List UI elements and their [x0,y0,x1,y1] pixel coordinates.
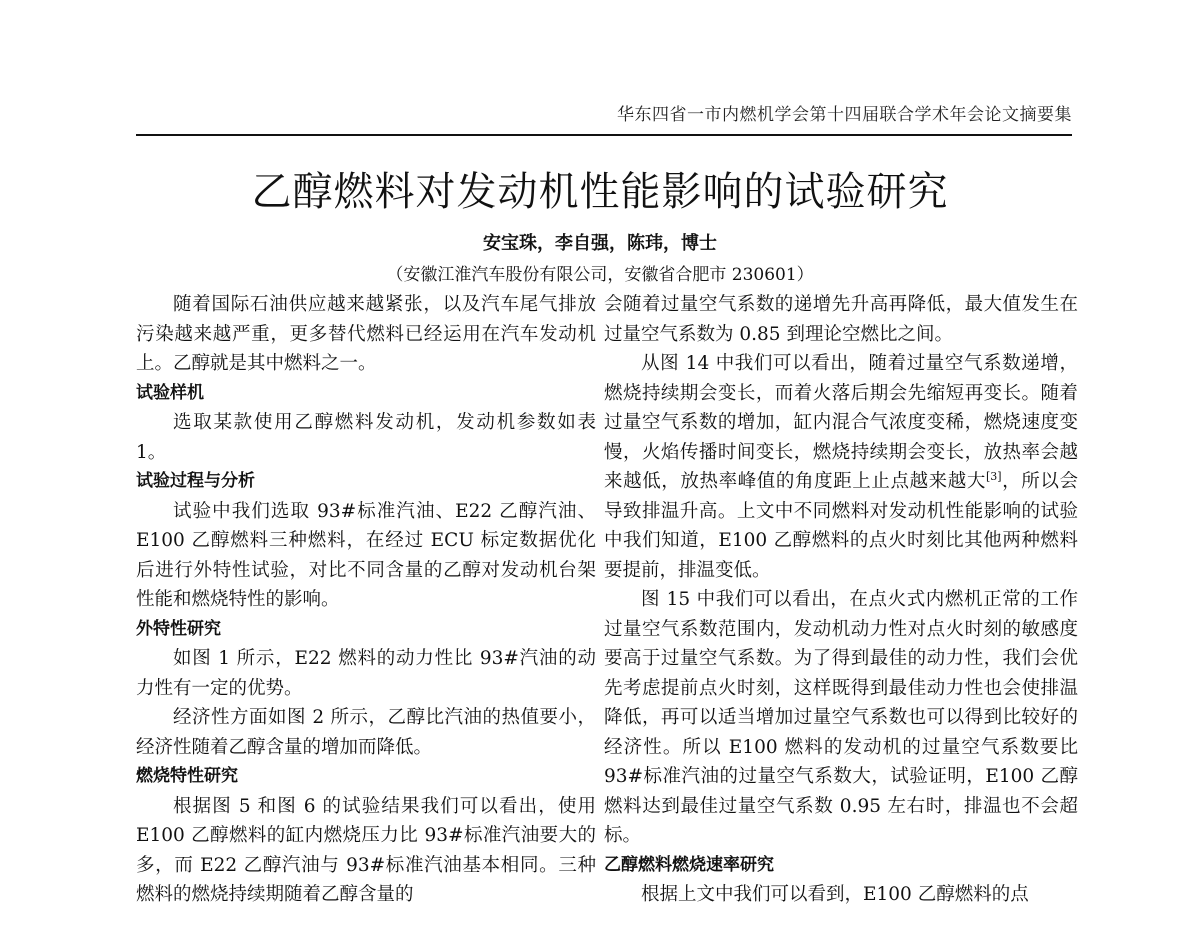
citation-ref: [3] [985,469,1002,483]
full-load-paragraph-2: 经济性方面如图 2 所示，乙醇比汽油的热值要小，经济性随着乙醇含量的增加而降低。 [136,707,596,758]
section-heading-test-process: 试验过程与分析 [136,471,255,491]
header-rule [136,134,1072,136]
right-column [604,290,1078,910]
combustion-paragraph: 根据图 5 和图 6 的试验结果我们可以看出，使用 E100 乙醇燃料的缸内燃烧压力比 93#标准汽油要大的多，而 E22 乙醇汽油与 93#标准汽油基本相同。三种燃料的燃烧持续期随着乙醇含量的 [136,795,596,905]
figure14-paragraph [604,349,1078,585]
author-list: 安宝珠，李自强，陈玮，博士 [483,233,717,254]
section-heading-test-engine: 试验样机 [136,382,204,403]
left-column [136,290,596,910]
section-heading-combustion: 燃烧特性研究 [136,766,238,786]
test-process-paragraph: 试验中我们选取 93#标准汽油、E22 乙醇汽油、E100 乙醇燃料三种燃料，在经过 ECU 标定数据优化后进行外特性试验，对比不同含量的乙醇对发动机台架性能和燃烧特性的影响。 [136,500,596,610]
paper-title: 乙醇燃料对发动机性能影响的试验研究 [251,169,949,215]
figure14-text-a: 从图 14 中我们可以看出，随着过量空气系数递增，燃烧持续期会变长，而着火落后期会先缩短再变长。随着过量空气系数的增加，缸内混合气浓度变稀，燃烧速度变慢，火焰传播时间变长，燃烧持续期会变长，放热率会越来越低，放热率峰值的角度距上止点越来越大 [604,353,1078,492]
full-load-paragraph-1: 如图 1 所示，E22 燃料的动力性比 93#汽油的动力性有一定的优势。 [136,648,596,699]
section-heading-full-load: 外特性研究 [136,618,221,639]
burn-rate-paragraph: 根据上文中我们可以看到，E100 乙醇燃料的点 [641,884,1029,905]
intro-paragraph: 随着国际石油供应越来越紧张，以及汽车尾气排放污染越来越严重，更多替代燃料已经运用在汽车发动机上。乙醇就是其中燃料之一。 [136,294,596,374]
figure15-paragraph: 图 15 中我们可以看出，在点火式内燃机正常的工作过量空气系数范围内，发动机动力性对点火时刻的敏感度要高于过量空气系数。为了得到最佳的动力性，我们会优先考虑提前点火时刻，这样既得到最佳动力性也会使排温降低，再可以适当增加过量空气系数也可以得到比较好的经济性。所以 E100 燃料的发动机的过量空气系数要比 93#标准汽油的过量空气系数大，试验证明，E100 乙醇燃料达到最佳过量空气系数 0.95 左右时，排温也不会超标。 [604,589,1078,846]
author-affiliation: （安徽江淮汽车股份有限公司，安徽省合肥市 230601） [386,265,814,285]
continued-paragraph: 会随着过量空气系数的递增先升高再降低，最大值发生在过量空气系数为 0.85 到理论空燃比之间。 [604,294,1078,345]
test-engine-paragraph: 选取某款使用乙醇燃料发动机，发动机参数如表 1。 [136,412,596,463]
figure14-text-b: ，所以会导致排温升高。上文中不同燃料对发动机性能影响的试验中我们知道，E100 乙醇燃料的点火时刻比其他两种燃料要提前，排温变低。 [604,471,1078,581]
running-header: 华东四省一市内燃机学会第十四届联合学术年会论文摘要集 [617,105,1072,125]
section-heading-burn-rate: 乙醇燃料燃烧速率研究 [604,854,774,875]
